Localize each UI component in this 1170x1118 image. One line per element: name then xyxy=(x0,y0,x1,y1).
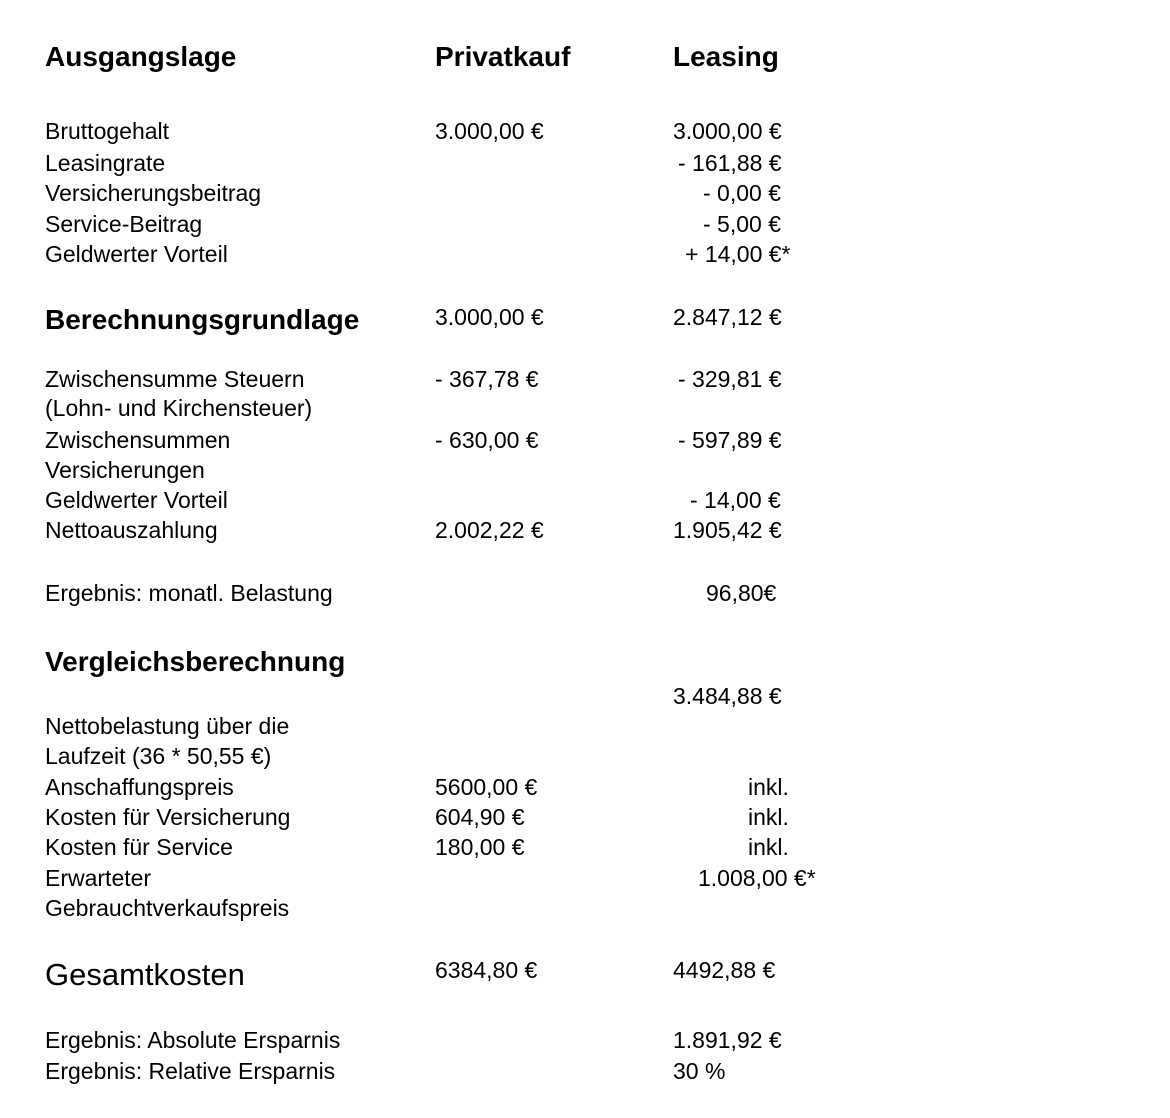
row-leasing-value: - 5,00 € xyxy=(703,211,781,237)
row-leasing-value: - 0,00 € xyxy=(703,180,781,206)
row-label: Bruttogehalt xyxy=(45,118,170,144)
insurance-label-sub: Versicherungen xyxy=(45,457,205,483)
resale-label: Erwarteter xyxy=(45,865,152,891)
benefit-label: Geldwerter Vorteil xyxy=(45,487,228,513)
net-private: 2.002,22 € xyxy=(435,517,544,543)
benefit-leasing: - 14,00 € xyxy=(690,487,781,513)
total-private: 6384,80 € xyxy=(435,957,538,983)
service-cost-label: Kosten für Service xyxy=(45,834,233,860)
heading-privatkauf: Privatkauf xyxy=(435,41,571,72)
monthly-result-leasing: 96,80€ xyxy=(706,580,777,606)
insurance-cost-label: Kosten für Versicherung xyxy=(45,804,291,830)
row-label: Service-Beitrag xyxy=(45,211,203,237)
row-label: Versicherungsbeitrag xyxy=(45,180,262,206)
heading-vergleichsberechnung: Vergleichsberechnung xyxy=(45,646,346,677)
heading-leasing: Leasing xyxy=(673,41,779,72)
insurance-private: - 630,00 € xyxy=(435,427,539,453)
purchase-leasing: inkl. xyxy=(748,774,789,800)
heading-berechnungsgrundlage: Berechnungsgrundlage xyxy=(45,304,360,335)
net-burden-label-sub: Laufzeit (36 * 50,55 €) xyxy=(45,743,272,769)
row-private-value: 3.000,00 € xyxy=(435,118,544,144)
row-leasing-value: + 14,00 €* xyxy=(685,241,791,267)
insurance-label: Zwischensummen xyxy=(45,427,231,453)
relative-savings-label: Ergebnis: Relative Ersparnis xyxy=(45,1058,336,1084)
monthly-result-label: Ergebnis: monatl. Belastung xyxy=(45,580,333,606)
service-cost-leasing: inkl. xyxy=(748,834,789,860)
absolute-savings-label: Ergebnis: Absolute Ersparnis xyxy=(45,1027,341,1053)
row-label: Geldwerter Vorteil xyxy=(45,241,228,267)
service-cost-private: 180,00 € xyxy=(435,834,525,860)
calc-basis-private: 3.000,00 € xyxy=(435,304,544,330)
insurance-leasing: - 597,89 € xyxy=(678,427,782,453)
net-burden-leasing: 3.484,88 € xyxy=(673,683,782,709)
resale-leasing: 1.008,00 €* xyxy=(698,865,816,891)
net-leasing: 1.905,42 € xyxy=(673,517,782,543)
relative-savings-value: 30 % xyxy=(673,1058,726,1084)
resale-label-sub: Gebrauchtverkaufspreis xyxy=(45,895,290,921)
heading-ausgangslage: Ausgangslage xyxy=(45,41,237,72)
tax-label: Zwischensumme Steuern xyxy=(45,366,305,392)
insurance-cost-private: 604,90 € xyxy=(435,804,525,830)
absolute-savings-value: 1.891,92 € xyxy=(673,1027,782,1053)
purchase-private: 5600,00 € xyxy=(435,774,538,800)
net-label: Nettoauszahlung xyxy=(45,517,218,543)
tax-leasing: - 329,81 € xyxy=(678,366,782,392)
insurance-cost-leasing: inkl. xyxy=(748,804,789,830)
purchase-label: Anschaffungspreis xyxy=(45,774,234,800)
row-leasing-value: 3.000,00 € xyxy=(673,118,782,144)
tax-label-sub: (Lohn- und Kirchensteuer) xyxy=(45,395,313,421)
calc-basis-leasing: 2.847,12 € xyxy=(673,304,782,330)
total-leasing: 4492,88 € xyxy=(673,957,776,983)
total-label: Gesamtkosten xyxy=(45,957,245,992)
row-label: Leasingrate xyxy=(45,150,166,176)
tax-private: - 367,78 € xyxy=(435,366,539,392)
net-burden-label: Nettobelastung über die xyxy=(45,713,290,739)
row-leasing-value: - 161,88 € xyxy=(678,150,782,176)
